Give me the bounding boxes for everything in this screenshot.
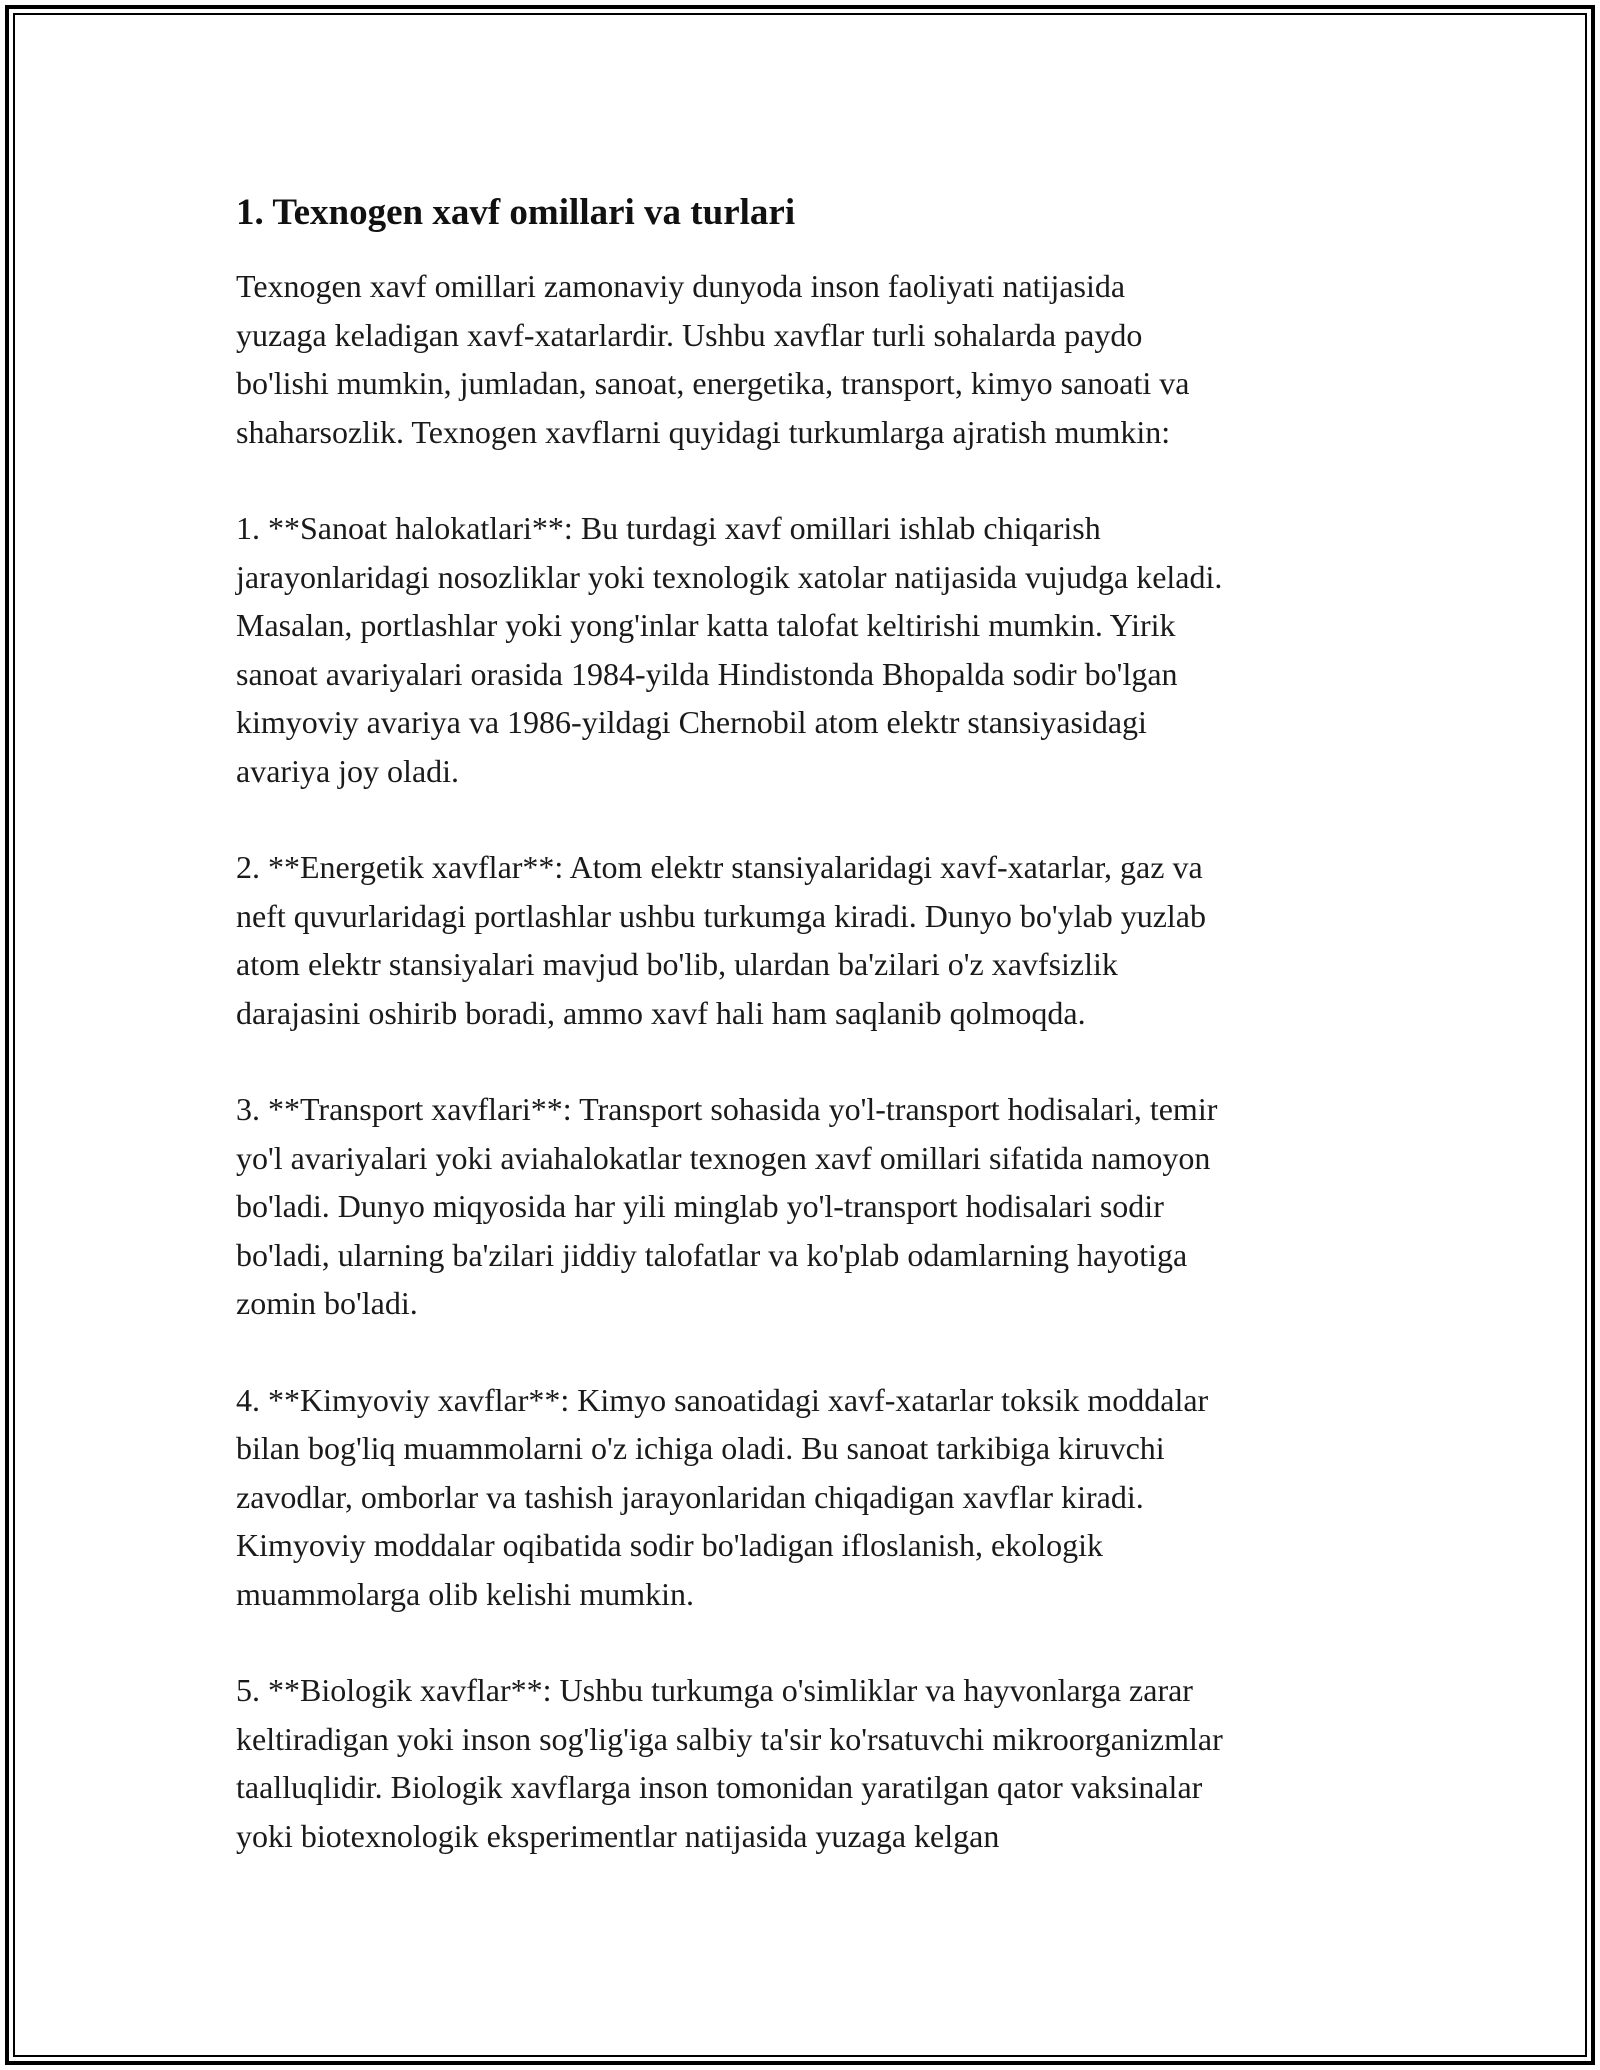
text-line: yo'l avariyalari yoki aviahalokatlar texnogen xavf omillari sifatida namoyon: [236, 1139, 1211, 1176]
text-line: Texnogen xavf omillari zamonaviy dunyoda inson faoliyati natijasida: [236, 268, 1126, 304]
text-line: yuzaga keladigan xavf-xatarlardir. Ushbu xavflar turli sohalarda paydo: [236, 316, 1143, 353]
text-line: yoki biotexnologik eksperimentlar natijasida yuzaga kelgan: [236, 1817, 1000, 1854]
transport-hazards-paragraph: [236, 1085, 1396, 1328]
intro-paragraph: [236, 262, 1396, 456]
text-line: keltiradigan yoki inson sog'lig'iga salbiy ta'sir ko'rsatuvchi mikroorganizmlar: [236, 1720, 1223, 1757]
text-line: zavodlar, omborlar va tashish jarayonlaridan chiqadigan xavflar kiradi.: [236, 1478, 1144, 1515]
energy-hazards-paragraph: [236, 843, 1396, 1037]
text-line: 4. **Kimyoviy xavflar**: Kimyo sanoatidagi xavf-xatarlar toksik moddalar: [236, 1381, 1209, 1418]
text-line: jarayonlaridagi nosozliklar yoki texnologik xatolar natijasida vujudga keladi.: [236, 558, 1223, 595]
text-line: atom elektr stansiyalari mavjud bo'lib, ulardan ba'zilari o'z xavfsizlik: [236, 946, 1118, 982]
text-line: Kimyoviy moddalar oqibatida sodir bo'ladigan ifloslanish, ekologik: [236, 1527, 1103, 1563]
section-heading: 1. Texnogen xavf omillari va turlari: [236, 192, 796, 233]
text-line: 3. **Transport xavflari**: Transport sohasida yo'l-transport hodisalari, temir: [236, 1091, 1218, 1127]
text-line: bilan bog'liq muammolarni o'z ichiga oladi. Bu sanoat tarkibiga kiruvchi: [236, 1430, 1165, 1466]
text-line: muammolarga olib kelishi mumkin.: [236, 1575, 695, 1612]
biological-hazards-paragraph: [236, 1666, 1396, 1860]
industrial-accidents-paragraph: [236, 504, 1396, 795]
text-line: zomin bo'ladi.: [236, 1285, 418, 1321]
text-line: avariya joy oladi.: [236, 752, 460, 789]
text-line: 2. **Energetik xavflar**: Atom elektr stansiyalaridagi xavf-xatarlar, gaz va: [236, 849, 1203, 885]
chemical-hazards-paragraph: [236, 1376, 1396, 1619]
text-line: kimyoviy avariya va 1986-yildagi Chernobil atom elektr stansiyasidagi: [236, 704, 1147, 740]
text-line: 1. **Sanoat halokatlari**: Bu turdagi xavf omillari ishlab chiqarish: [236, 510, 1101, 546]
text-line: darajasini oshirib boradi, ammo xavf hali ham saqlanib qolmoqda.: [236, 994, 1086, 1031]
text-line: bo'lishi mumkin, jumladan, sanoat, energetika, transport, kimyo sanoati va: [236, 365, 1190, 401]
document-body: [236, 188, 1396, 1908]
text-line: bo'ladi, ularning ba'zilari jiddiy talofatlar va ko'plab odamlarning hayotiga: [236, 1236, 1188, 1273]
text-line: 5. **Biologik xavflar**: Ushbu turkumga o'simliklar va hayvonlarga zarar: [236, 1672, 1193, 1708]
text-line: sanoat avariyalari orasida 1984-yilda Hindistonda Bhopalda sodir bo'lgan: [236, 655, 1178, 692]
text-line: bo'ladi. Dunyo miqyosida har yili minglab yo'l-transport hodisalari sodir: [236, 1188, 1164, 1224]
text-line: Masalan, portlashlar yoki yong'inlar katta talofat keltirishi mumkin. Yirik: [236, 607, 1176, 643]
text-line: neft quvurlaridagi portlashlar ushbu turkumga kiradi. Dunyo bo'ylab yuzlab: [236, 897, 1206, 934]
text-line: taalluqlidir. Biologik xavflarga inson tomonidan yaratilgan qator vaksinalar: [236, 1769, 1203, 1805]
text-line: shaharsozlik. Texnogen xavflarni quyidagi turkumlarga ajratish mumkin:: [236, 413, 1171, 450]
